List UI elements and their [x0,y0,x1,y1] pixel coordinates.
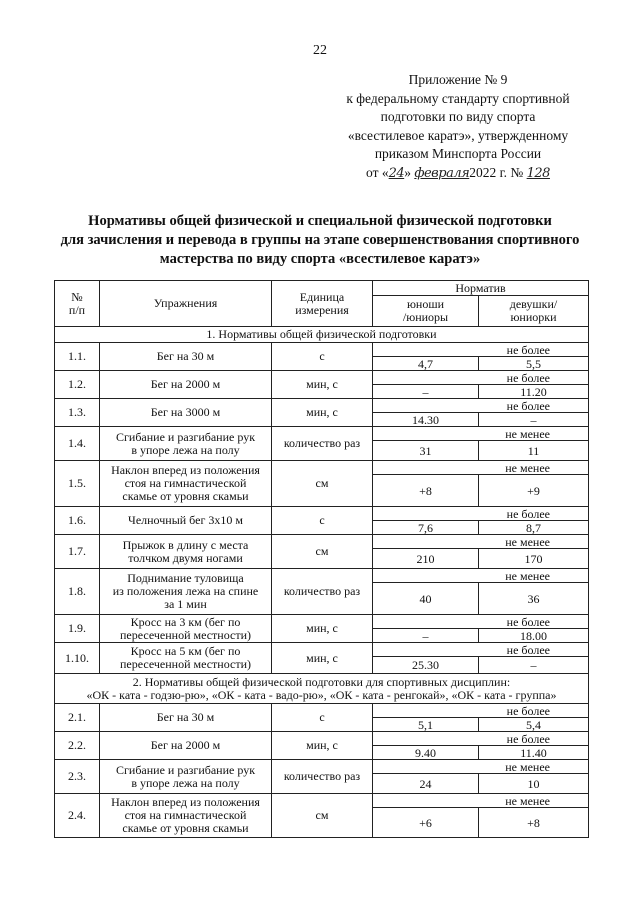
table-row [55,507,589,521]
norm-condition: не более [373,615,589,629]
table-row [55,643,589,657]
row-number: 2.2. [55,732,100,760]
handwritten-order-number: 128 [526,165,550,181]
value-boys: 4,7 [373,357,479,371]
standards-table [54,280,589,838]
value-boys: 31 [373,441,479,461]
exercise-name: Наклон вперед из положения стоя на гимнастической скамье от уровня скамьи [100,794,272,838]
title-line: для зачисления и перевода в группы на этапе совершенствования спортивного [60,232,580,248]
unit-of-measure: количество раз [272,569,373,615]
unit-of-measure: с [272,507,373,535]
norm-condition: не более [373,343,589,357]
value-girls: 5,4 [479,718,589,732]
handwritten-month: февраля [414,165,470,181]
section-title-line: 2. Нормативы общей физической подготовки для спортивных дисциплин: [132,674,511,689]
norm-condition: не менее [373,461,589,475]
table-row [55,343,589,357]
section-title [55,674,589,704]
value-girls: 10 [479,774,589,794]
table-row [55,794,589,808]
row-number: 1.3. [55,399,100,427]
table-row [55,399,589,413]
header-norm: Норматив [373,281,589,296]
value-boys: 25.30 [373,657,479,674]
row-number: 1.2. [55,371,100,399]
value-boys: 7,6 [373,521,479,535]
exercise-name: Наклон вперед из положения стоя на гимнастической скамье от уровня скамьи [100,461,272,507]
section-title-line: 1. Нормативы общей физической подготовки [206,327,437,341]
appendix-line: приказом Минспорта России [374,146,542,161]
value-boys: +8 [373,475,479,507]
value-girls: +9 [479,475,589,507]
value-girls: 18.00 [479,629,589,643]
unit-of-measure: с [272,343,373,371]
appendix-block [328,71,588,183]
document-title [30,212,610,269]
value-girls: 11.20 [479,385,589,399]
value-girls: – [479,657,589,674]
exercise-name: Челночный бег 3х10 м [100,507,272,535]
row-number: 1.8. [55,569,100,615]
row-number: 1.6. [55,507,100,535]
value-girls: +8 [479,808,589,838]
exercise-name: Бег на 2000 м [100,371,272,399]
unit-of-measure: количество раз [272,760,373,794]
norm-condition: не более [373,507,589,521]
table-row [55,569,589,583]
norm-condition: не менее [373,535,589,549]
unit-of-measure: количество раз [272,427,373,461]
appendix-line: «всестилевое каратэ», утвержденному [347,127,569,143]
value-boys: – [373,385,479,399]
row-number: 1.9. [55,615,100,643]
unit-of-measure: см [272,461,373,507]
table-row [55,371,589,385]
value-girls: 11.40 [479,746,589,760]
appendix-line: к федеральному стандарту спортивной [346,90,570,106]
order-date-line [328,164,588,184]
title-line: мастерства по виду спорта «всестилевое каратэ» [159,251,481,267]
exercise-name: Сгибание и разгибание рук в упоре лежа на полу [100,427,272,461]
section-row [55,327,589,343]
date-prefix: от « [366,164,389,180]
table-row [55,615,589,629]
norm-condition: не более [373,704,589,718]
exercise-name: Прыжок в длину с места толчком двумя ногами [100,535,272,569]
title-line: Нормативы общей физической и специальной физической подготовки [88,213,552,229]
unit-of-measure: мин, с [272,732,373,760]
header-girls: девушки/ юниорки [479,296,589,327]
norm-condition: не менее [373,569,589,583]
norm-condition: не более [373,371,589,385]
value-girls: 5,5 [479,357,589,371]
row-number: 1.7. [55,535,100,569]
handwritten-day: 24 [388,165,405,181]
exercise-name: Бег на 30 м [100,704,272,732]
exercise-name: Бег на 2000 м [100,732,272,760]
row-number: 1.5. [55,461,100,507]
row-number: 2.3. [55,760,100,794]
header-num: № п/п [55,281,100,327]
table-row [55,535,589,549]
date-year: 2022 г. № [469,164,527,180]
norm-condition: не более [373,399,589,413]
header-exercise: Упражнения [100,281,272,327]
exercise-name: Бег на 30 м [100,343,272,371]
section-row [55,674,589,704]
exercise-name: Кросс на 3 км (бег по пересеченной местности) [100,615,272,643]
value-boys: 9.40 [373,746,479,760]
table-row [55,461,589,475]
value-boys: – [373,629,479,643]
value-girls: 8,7 [479,521,589,535]
value-girls: 11 [479,441,589,461]
value-boys: 5,1 [373,718,479,732]
norm-condition: не более [373,643,589,657]
value-boys: 24 [373,774,479,794]
exercise-name: Бег на 3000 м [100,399,272,427]
page-number: 22 [313,43,327,58]
unit-of-measure: мин, с [272,371,373,399]
header-unit: Единица измерения [272,281,373,327]
row-number: 1.4. [55,427,100,461]
appendix-line: Приложение № 9 [408,72,508,87]
value-girls: – [479,413,589,427]
value-boys: 40 [373,583,479,615]
value-girls: 170 [479,549,589,569]
norm-condition: не более [373,732,589,746]
table-row [55,760,589,774]
appendix-line: подготовки по виду спорта [380,109,536,124]
row-number: 1.1. [55,343,100,371]
value-boys: 210 [373,549,479,569]
section-title [55,327,589,343]
unit-of-measure: см [272,535,373,569]
unit-of-measure: с [272,704,373,732]
exercise-name: Кросс на 5 км (бег по пересеченной местности) [100,643,272,674]
unit-of-measure: мин, с [272,615,373,643]
norm-condition: не менее [373,760,589,774]
exercise-name: Сгибание и разгибание рук в упоре лежа на полу [100,760,272,794]
table-row [55,427,589,441]
row-number: 2.1. [55,704,100,732]
exercise-name: Поднимание туловища из положения лежа на спине за 1 мин [100,569,272,615]
row-number: 2.4. [55,794,100,838]
row-number: 1.10. [55,643,100,674]
table-row [55,704,589,718]
date-mid: » [404,164,415,180]
norm-condition: не менее [373,427,589,441]
header-boys: юноши /юниоры [373,296,479,327]
value-girls: 36 [479,583,589,615]
value-boys: +6 [373,808,479,838]
unit-of-measure: мин, с [272,643,373,674]
unit-of-measure: см [272,794,373,838]
table-row [55,732,589,746]
norm-condition: не менее [373,794,589,808]
unit-of-measure: мин, с [272,399,373,427]
value-boys: 14.30 [373,413,479,427]
section-title-line: «ОК - ката - годзю-рю», «ОК - ката - вадо-рю», «ОК - ката - ренгокай», «ОК - ката - группа» [86,687,557,702]
